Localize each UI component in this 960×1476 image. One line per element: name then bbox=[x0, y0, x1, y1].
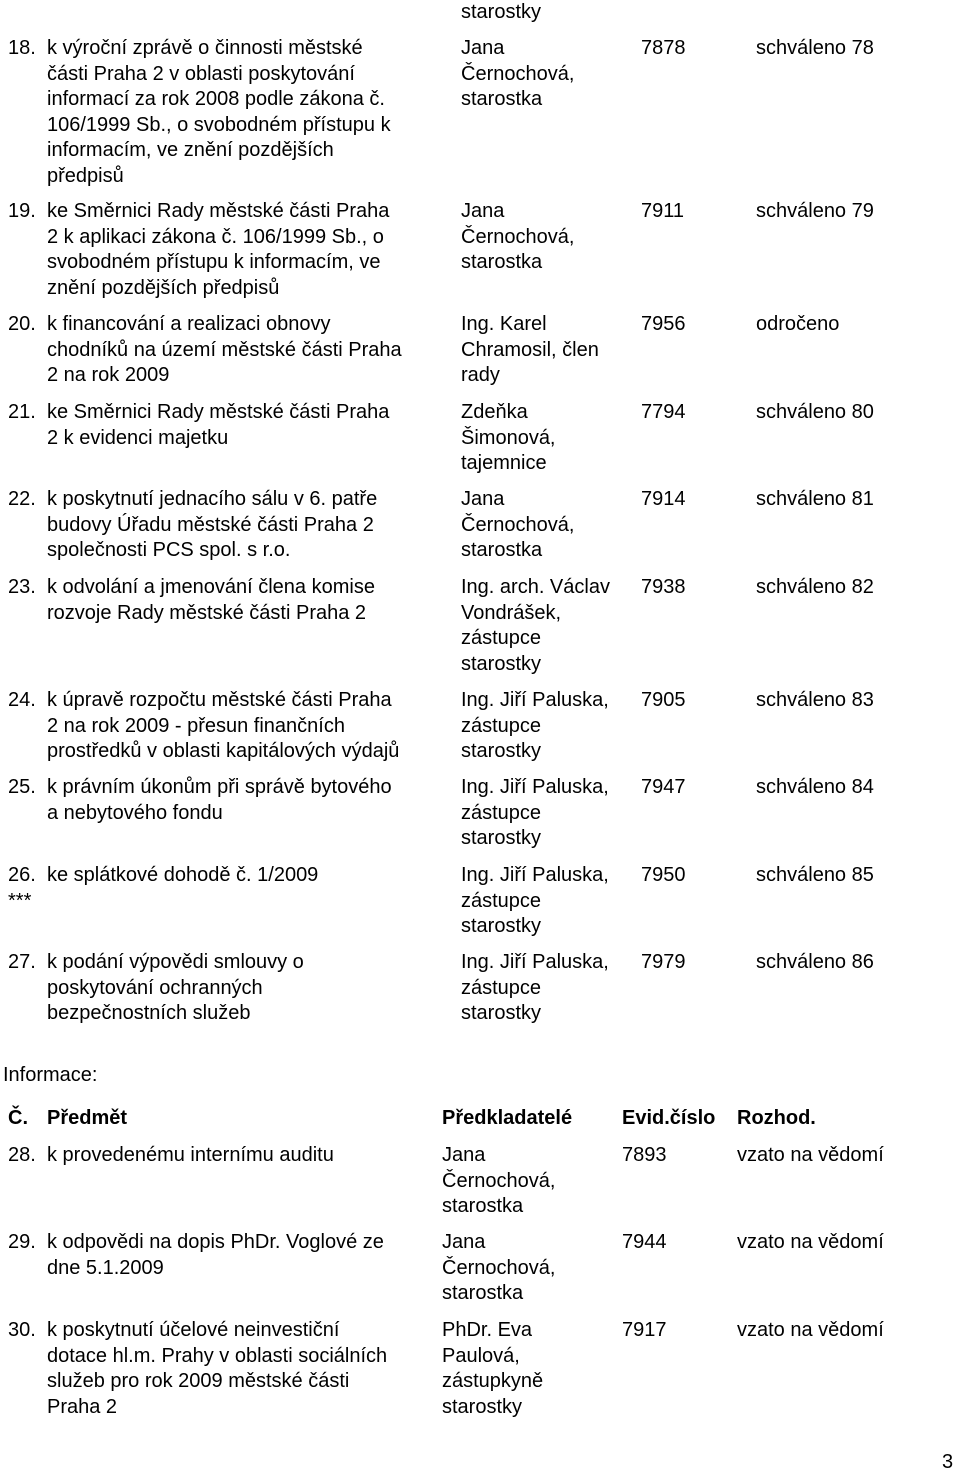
top-presenter-fragment: starostky bbox=[461, 1, 542, 23]
item-resolution: vzato na vědomí bbox=[737, 1144, 884, 1166]
item-resolution: schváleno 80 bbox=[756, 401, 874, 423]
item-evid-number: 7938 bbox=[641, 576, 686, 598]
item-number: 20. bbox=[8, 313, 36, 335]
item-evid-number: 7956 bbox=[641, 313, 686, 335]
item-presenter: PhDr. Eva Paulová, zástupkyně starostky bbox=[442, 1319, 544, 1418]
item-presenter: Jana Černochová, starostka bbox=[442, 1144, 556, 1217]
item-presenter: Ing. Jiří Paluska, zástupce starostky bbox=[461, 864, 609, 937]
item-evid-number: 7794 bbox=[641, 401, 686, 423]
item-subject: k výroční zprávě o činnosti městské části Praha 2 v oblasti poskytování informací za rok 2008 podle zákona č. 106/1999 Sb., o svobodném přístupu k informacím, ve znění pozdějších předpisů bbox=[47, 37, 391, 187]
item-subject: k podání výpovědi smlouvy o poskytování ochranných bezpečnostních služeb bbox=[47, 951, 304, 1024]
header-subject: Předmět bbox=[47, 1107, 128, 1129]
item-subject: k poskytnutí účelové neinvestiční dotace hl.m. Prahy v oblasti sociálních služeb pro rok 2009 městské části Praha 2 bbox=[47, 1319, 388, 1418]
item-number: 22. bbox=[8, 488, 36, 510]
item-presenter: Jana Černochová, starostka bbox=[442, 1231, 556, 1304]
item-evid-number: 7917 bbox=[622, 1319, 667, 1341]
item-presenter: Jana Černochová, starostka bbox=[461, 200, 575, 273]
item-resolution: schváleno 85 bbox=[756, 864, 874, 886]
item-resolution: schváleno 81 bbox=[756, 488, 874, 510]
item-number: 19. bbox=[8, 200, 36, 222]
item-number: 27. bbox=[8, 951, 36, 973]
item-presenter: Ing. Jiří Paluska, zástupce starostky bbox=[461, 689, 609, 762]
item-subject: k odvolání a jmenování člena komise rozvoje Rady městské části Praha 2 bbox=[47, 576, 375, 624]
item-presenter: Ing. Jiří Paluska, zástupce starostky bbox=[461, 776, 609, 849]
item-number: 21. bbox=[8, 401, 36, 423]
item-presenter: Ing. arch. Václav Vondrášek, zástupce starostky bbox=[461, 576, 610, 675]
item-resolution: schváleno 83 bbox=[756, 689, 874, 711]
item-subject: k poskytnutí jednacího sálu v 6. patře budovy Úřadu městské části Praha 2 společnosti PCS spol. s r.o. bbox=[47, 488, 378, 561]
item-number: 29. bbox=[8, 1231, 36, 1253]
item-evid-number: 7944 bbox=[622, 1231, 667, 1253]
item-resolution: schváleno 79 bbox=[756, 200, 874, 222]
item-evid-number: 7905 bbox=[641, 689, 686, 711]
item-presenter: Zdeňka Šimonová, tajemnice bbox=[461, 401, 556, 474]
item-number: 18. bbox=[8, 37, 36, 59]
item-presenter: Jana Černochová, starostka bbox=[461, 37, 575, 110]
item-evid-number: 7947 bbox=[641, 776, 686, 798]
item-subject: ke splátkové dohodě č. 1/2009 bbox=[47, 864, 319, 886]
header-resolution: Rozhod. bbox=[737, 1107, 816, 1129]
item-subject: ke Směrnici Rady městské části Praha 2 k evidenci majetku bbox=[47, 401, 390, 449]
item-number: 24. bbox=[8, 689, 36, 711]
item-resolution: schváleno 84 bbox=[756, 776, 874, 798]
item-subject: k provedenému internímu auditu bbox=[47, 1144, 334, 1166]
header-number: Č. bbox=[8, 1107, 28, 1129]
item-evid-number: 7950 bbox=[641, 864, 686, 886]
item-presenter: Ing. Jiří Paluska, zástupce starostky bbox=[461, 951, 609, 1024]
header-evid-number: Evid.číslo bbox=[622, 1107, 716, 1129]
header-presenter: Předkladatelé bbox=[442, 1107, 573, 1129]
item-resolution: vzato na vědomí bbox=[737, 1231, 884, 1253]
item-resolution: schváleno 82 bbox=[756, 576, 874, 598]
item-number: 30. bbox=[8, 1319, 36, 1341]
item-subject: k úpravě rozpočtu městské části Praha 2 na rok 2009 - přesun finančních prostředků v oblasti kapitálových výdajů bbox=[47, 689, 400, 762]
page-number: 3 bbox=[942, 1451, 954, 1473]
item-subject: k odpovědi na dopis PhDr. Voglové ze dne 5.1.2009 bbox=[47, 1231, 384, 1279]
item-evid-number: 7893 bbox=[622, 1144, 667, 1166]
item-number: 26. *** bbox=[8, 864, 36, 912]
item-evid-number: 7878 bbox=[641, 37, 686, 59]
item-resolution: odročeno bbox=[756, 313, 840, 335]
item-resolution: vzato na vědomí bbox=[737, 1319, 884, 1341]
item-evid-number: 7979 bbox=[641, 951, 686, 973]
item-resolution: schváleno 78 bbox=[756, 37, 874, 59]
item-number: 25. bbox=[8, 776, 36, 798]
item-evid-number: 7914 bbox=[641, 488, 686, 510]
item-subject: ke Směrnici Rady městské části Praha 2 k aplikaci zákona č. 106/1999 Sb., o svobodném přístupu k informacím, ve znění pozdějších předpisů bbox=[47, 200, 390, 299]
item-number: 23. bbox=[8, 576, 36, 598]
item-subject: k právním úkonům při správě bytového a nebytového fondu bbox=[47, 776, 392, 824]
item-presenter: Ing. Karel Chramosil, člen rady bbox=[461, 313, 599, 386]
item-subject: k financování a realizaci obnovy chodníků na území městské části Praha 2 na rok 2009 bbox=[47, 313, 402, 386]
item-evid-number: 7911 bbox=[641, 200, 685, 222]
item-resolution: schváleno 86 bbox=[756, 951, 874, 973]
item-presenter: Jana Černochová, starostka bbox=[461, 488, 575, 561]
section-heading: Informace: bbox=[3, 1064, 98, 1086]
item-number: 28. bbox=[8, 1144, 36, 1166]
